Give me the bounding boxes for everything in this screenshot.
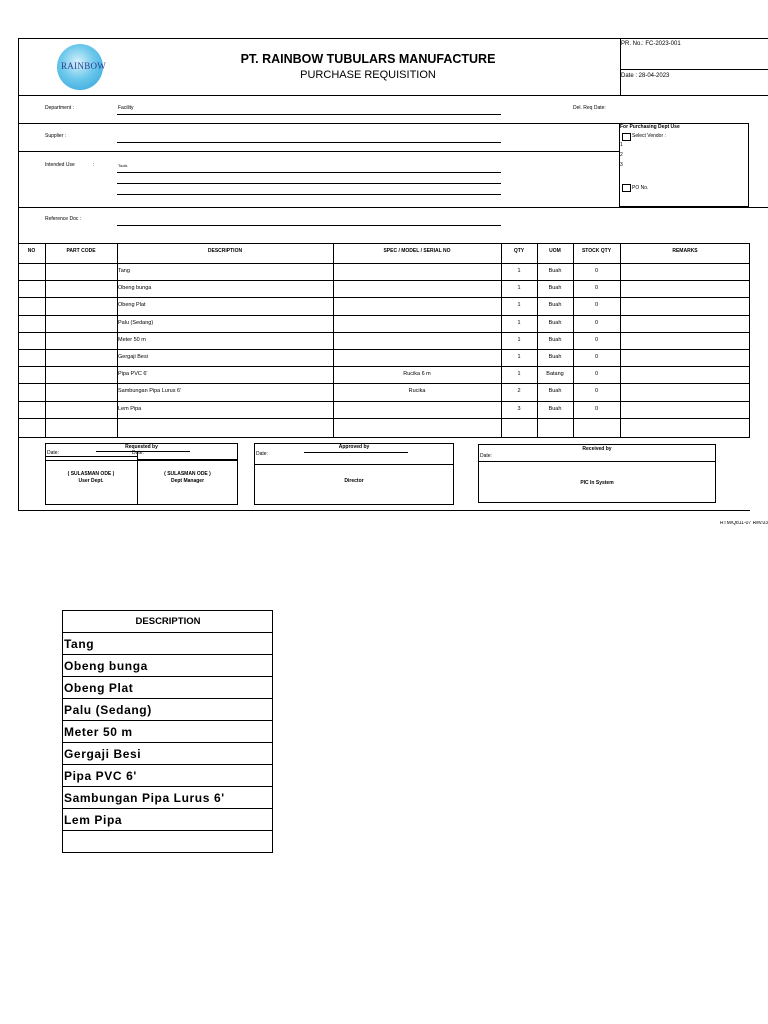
supplier-label: Supplier :: [45, 133, 67, 139]
requested-date-label-2: Date:: [132, 450, 144, 456]
logo-text: RAINBOW: [61, 61, 107, 71]
description-list-row: [63, 677, 273, 699]
row-uom: Batang: [546, 371, 564, 378]
row-description: Meter 50 m: [118, 336, 146, 343]
description-list-item: Obeng Plat: [63, 677, 273, 699]
approved-by-underline: [304, 452, 408, 453]
table-column-divider: [45, 243, 46, 437]
manager-role: Dept Manager: [170, 478, 205, 484]
pr-date: Date : 28-04-2023: [621, 73, 670, 79]
table-row-divider: [18, 297, 749, 298]
description-list-item: Tang: [63, 633, 273, 655]
table-row-divider: [18, 315, 749, 316]
table-column-divider: [749, 243, 750, 437]
header-stock-qty: STOCK QTY: [581, 248, 612, 254]
description-list-item: [63, 831, 273, 853]
vendor-number-3: 3: [620, 162, 623, 168]
description-list-item: Lem Pipa: [63, 809, 273, 831]
header-part-code: PART CODE: [66, 248, 96, 254]
description-list-row: [63, 831, 273, 853]
reference-doc-label: Reference Doc :: [45, 216, 82, 222]
description-list-row: [63, 765, 273, 787]
table-row-divider: [18, 366, 749, 367]
intended-use-value[interactable]: Tools: [118, 163, 128, 168]
department-value[interactable]: Facility: [118, 105, 134, 111]
description-list-item: Palu (Sedang): [63, 699, 273, 721]
description-list-row: [63, 809, 273, 831]
select-vendor-label: Select Vendor :: [632, 133, 666, 139]
row-uom: Buah: [548, 285, 562, 292]
table-row-divider: [18, 280, 749, 281]
row-stock-qty: 0: [594, 388, 599, 395]
vendor-number-2: 2: [620, 152, 623, 158]
header-qty: QTY: [513, 248, 525, 254]
user-role: User Dept.: [78, 478, 104, 484]
row-qty: 1: [517, 268, 521, 274]
row-uom: Buah: [548, 319, 562, 326]
row-uom: Buah: [548, 268, 562, 274]
pic-label: PIC In System: [580, 480, 614, 486]
description-list-row: [63, 699, 273, 721]
table-header-bottom: [18, 263, 750, 264]
row-uom: Buah: [548, 354, 562, 360]
header-no: NO: [27, 248, 36, 254]
header-pr-divider: [620, 69, 768, 70]
table-column-divider: [620, 243, 621, 437]
approved-by-label: Approved by: [338, 444, 370, 450]
intended-use-label: Intended Use: [45, 162, 75, 168]
intended-use-colon: :: [93, 162, 95, 168]
row-description: Tang: [118, 268, 130, 274]
row-qty: 2: [517, 388, 521, 395]
row-qty: 3: [517, 405, 521, 412]
row-stock-qty: 0: [594, 354, 599, 360]
form-code: RTM/Q811-07 Rev.03: [720, 521, 768, 526]
row-description: Gergaji Besi: [118, 354, 148, 360]
description-list-row: [63, 633, 273, 655]
row-stock-qty: 0: [594, 285, 599, 292]
pr-number: PR. No.: FC-2023-001: [621, 41, 681, 47]
table-column-divider: [18, 243, 19, 437]
description-list-row: [63, 787, 273, 809]
approved-date-label: Date:: [256, 451, 268, 457]
table-column-divider: [333, 243, 334, 437]
row-qty: 1: [517, 302, 521, 309]
row-qty: 1: [517, 319, 521, 326]
description-list-item: Gergaji Besi: [63, 743, 273, 765]
department-underline: [117, 114, 501, 115]
table-row-divider: [18, 401, 749, 402]
row-stock-qty: 0: [594, 302, 599, 309]
row-description: Palu (Sedang): [118, 319, 154, 326]
row-spec: Rucika: [408, 388, 426, 395]
header-bottom-border: [18, 95, 768, 96]
description-list-item: Sambungan Pipa Lurus 6': [63, 787, 273, 809]
approved-by-row-divider: [254, 464, 454, 465]
received-by-box: [478, 444, 716, 503]
description-list-row: [63, 721, 273, 743]
table-row-divider: [18, 332, 749, 333]
header-spec: SPEC / MODEL / SERIAL NO: [383, 248, 451, 254]
requested-by-row-divider: [45, 460, 238, 461]
company-name: PT. RAINBOW TUBULARS MANUFACTURE: [240, 52, 496, 66]
row-uom: Buah: [548, 336, 562, 343]
table-row-divider: [18, 418, 749, 419]
row-stock-qty: 0: [594, 371, 599, 378]
del-req-date-label: Del. Req Date:: [573, 105, 606, 111]
row-qty: 1: [517, 371, 521, 378]
row-stock-qty: 0: [594, 319, 599, 326]
received-by-label: Received by: [582, 446, 612, 452]
row-stock-qty: 0: [594, 268, 599, 274]
requested-date-line-1: [45, 456, 137, 457]
intended-use-line-2: [117, 183, 501, 184]
description-list-header-row: [63, 611, 273, 633]
director-label: Director: [344, 478, 364, 484]
form-top-border: [18, 38, 768, 39]
company-logo: [57, 44, 107, 90]
select-vendor-checkbox[interactable]: [622, 133, 631, 141]
description-list-header: DESCRIPTION: [63, 611, 273, 633]
user-name: ( SULASMAN ODE ): [67, 471, 115, 477]
fields-divider-2: [18, 151, 620, 152]
manager-name: ( SULASMAN ODE ): [164, 471, 211, 477]
received-by-row-divider: [478, 461, 716, 462]
table-row-divider: [18, 383, 749, 384]
requested-by-label: Requested by: [125, 444, 158, 450]
row-description: Obeng bunga: [118, 285, 152, 292]
row-qty: 1: [517, 336, 521, 343]
row-description: Sambungan Pipa Lurus 6': [118, 388, 182, 395]
table-top-border: [18, 243, 750, 244]
po-no-label: PO No.: [632, 185, 649, 191]
row-stock-qty: 0: [594, 336, 599, 343]
description-list-item: Obeng bunga: [63, 655, 273, 677]
row-description: Lem Pipa: [118, 405, 142, 412]
supplier-underline: [117, 142, 501, 143]
row-uom: Buah: [548, 302, 562, 309]
purchasing-title: For Purchasing Dept Use: [620, 124, 680, 130]
row-description: Pipa PVC 6': [118, 371, 148, 378]
intended-use-line-3: [117, 194, 501, 195]
reference-doc-underline: [117, 225, 501, 226]
header-remarks: REMARKS: [672, 248, 698, 254]
form-title: PURCHASE REQUISITION: [300, 69, 436, 81]
row-description: Obeng Plat: [118, 302, 146, 309]
requested-date-label-1: Date:: [47, 450, 59, 456]
intended-use-line-1: [117, 172, 501, 173]
row-spec: Rucika 6 m: [403, 371, 431, 378]
table-bottom-border: [18, 437, 750, 438]
description-list-row: [63, 743, 273, 765]
description-list-table: [62, 610, 273, 853]
header-description: DESCRIPTION: [207, 248, 243, 254]
description-list-item: Meter 50 m: [63, 721, 273, 743]
table-row-divider: [18, 349, 749, 350]
row-uom: Buah: [548, 405, 562, 412]
row-stock-qty: 0: [594, 405, 599, 412]
header-uom: UOM: [549, 248, 561, 254]
row-qty: 1: [517, 285, 521, 292]
department-label: Department :: [45, 105, 74, 111]
row-uom: Buah: [548, 388, 562, 395]
vendor-number-1: 1: [620, 142, 623, 148]
form-bottom-border: [18, 510, 750, 511]
received-date-label: Date:: [480, 453, 492, 459]
po-no-checkbox[interactable]: [622, 184, 631, 192]
description-list-row: [63, 655, 273, 677]
row-qty: 1: [517, 354, 521, 360]
description-list-item: Pipa PVC 6': [63, 765, 273, 787]
fields-divider-3: [18, 207, 768, 208]
